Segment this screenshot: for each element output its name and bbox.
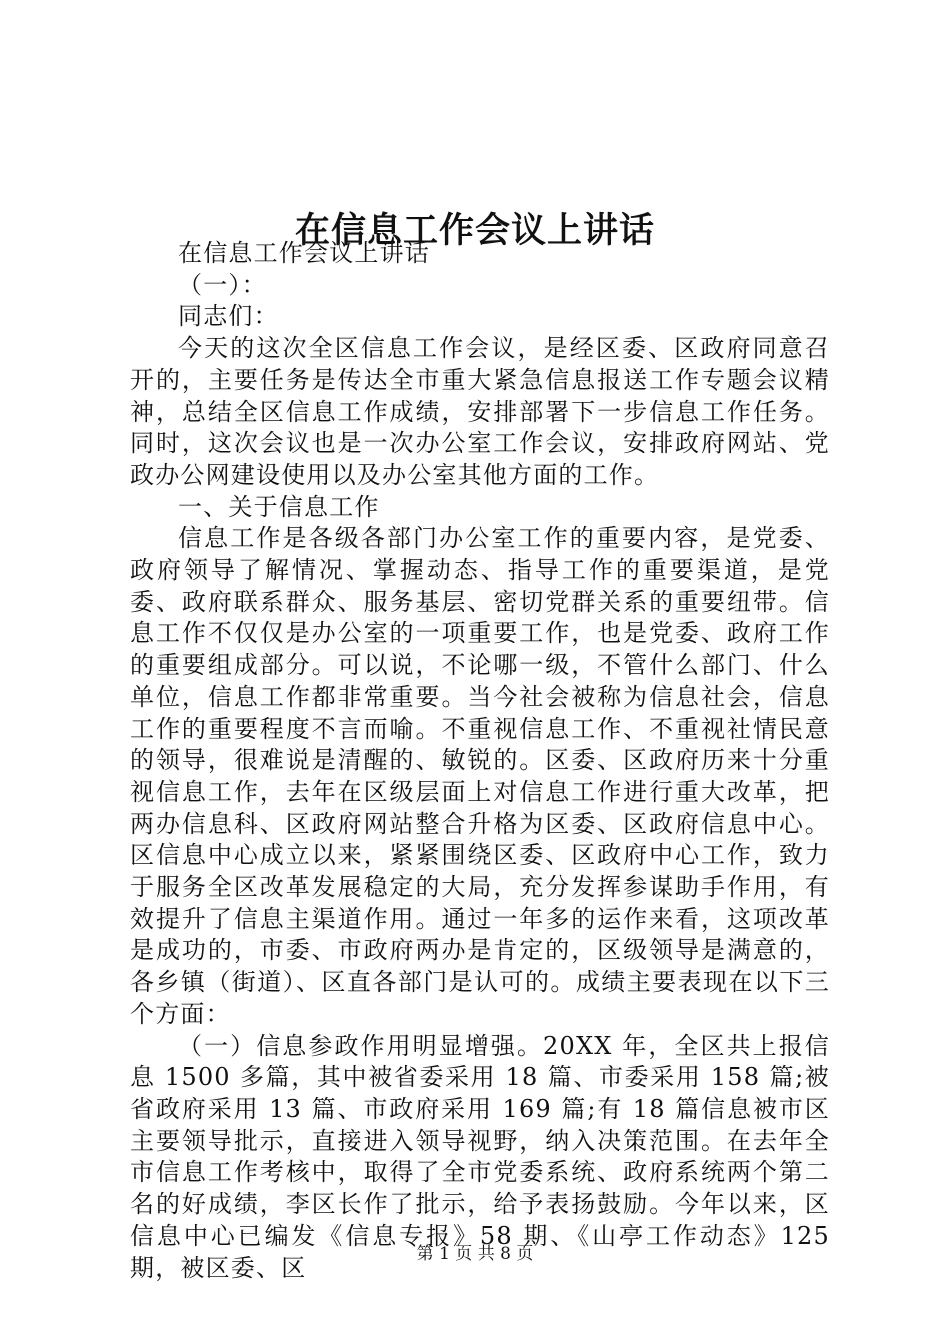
- document-title: 在信息工作会议上讲话: [294, 210, 655, 252]
- paragraph-intro: 今天的这次全区信息工作会议，是经区委、区政府同意召开的，主要任务是传达全市重大紧急信息报送工作专题会议精神，总结全区信息工作成绩，安排部署下一步信息工作任务。同时，这次会议也是一次办公室工作会议，安排政府网站、党政办公网建设使用以及办公室其他方面的工作。: [130, 334, 830, 489]
- paragraph-section-marker: （一）：: [178, 270, 267, 299]
- paragraph-achievement-one: （一）信息参政作用明显增强。20XX 年，全区共上报信息 1500 多篇，其中被省委采用 18 篇、市委采用 158 篇;被省政府采用 13 篇、市政府采用 169 篇;有 18 篇信息被市区主要领导批示，直接进入领导视野，纳入决策范围。在去年全市信息工作考核中，取得了全市党委系统、政府系统两个第二名的好成绩，李区长作了批示，给予表扬鼓励。今年以来，区信息中心已编发《信息专报》58 期、《山亭工作动态》125 期，被区委、区: [130, 1031, 830, 1282]
- paragraph-salutation: 同志们：: [178, 302, 279, 331]
- paragraph-subtitle: 在信息工作会议上讲话: [178, 239, 430, 267]
- page-indicator: 第 1 页 共 8 页: [416, 1244, 534, 1264]
- paragraph-heading-info-work: 一、关于信息工作: [178, 492, 380, 521]
- document-body: [130, 238, 830, 1284]
- paragraph-info-work-importance: 信息工作是各级各部门办公室工作的重要内容，是党委、政府领导了解情况、掌握动态、指导工作的重要渠道，是党委、政府联系群众、服务基层、密切党群关系的重要纽带。信息工作不仅仅是办公室的一项重要工作，也是党委、政府工作的重要组成部分。可以说，不论哪一级，不管什么部门、什么单位，信息工作都非常重要。当今社会被称为信息社会，信息工作的重要程度不言而喻。不重视信息工作、不重视社情民意的领导，很难说是清醒的、敏锐的。区委、区政府历来十分重视信息工作，去年在区级层面上对信息工作进行重大改革，把两办信息科、区政府网站整合升格为区委、区政府信息中心。区信息中心成立以来，紧紧围绕区委、区政府中心工作，致力于服务全区改革发展稳定的大局，充分发挥参谋助手作用，有效提升了信息主渠道作用。通过一年多的运作来看，这项改革是成功的，市委、市政府两办是肯定的，区级领导是满意的，各乡镇（街道）、区直各部门是认可的。成绩主要表现在以下三个方面：: [130, 524, 830, 1028]
